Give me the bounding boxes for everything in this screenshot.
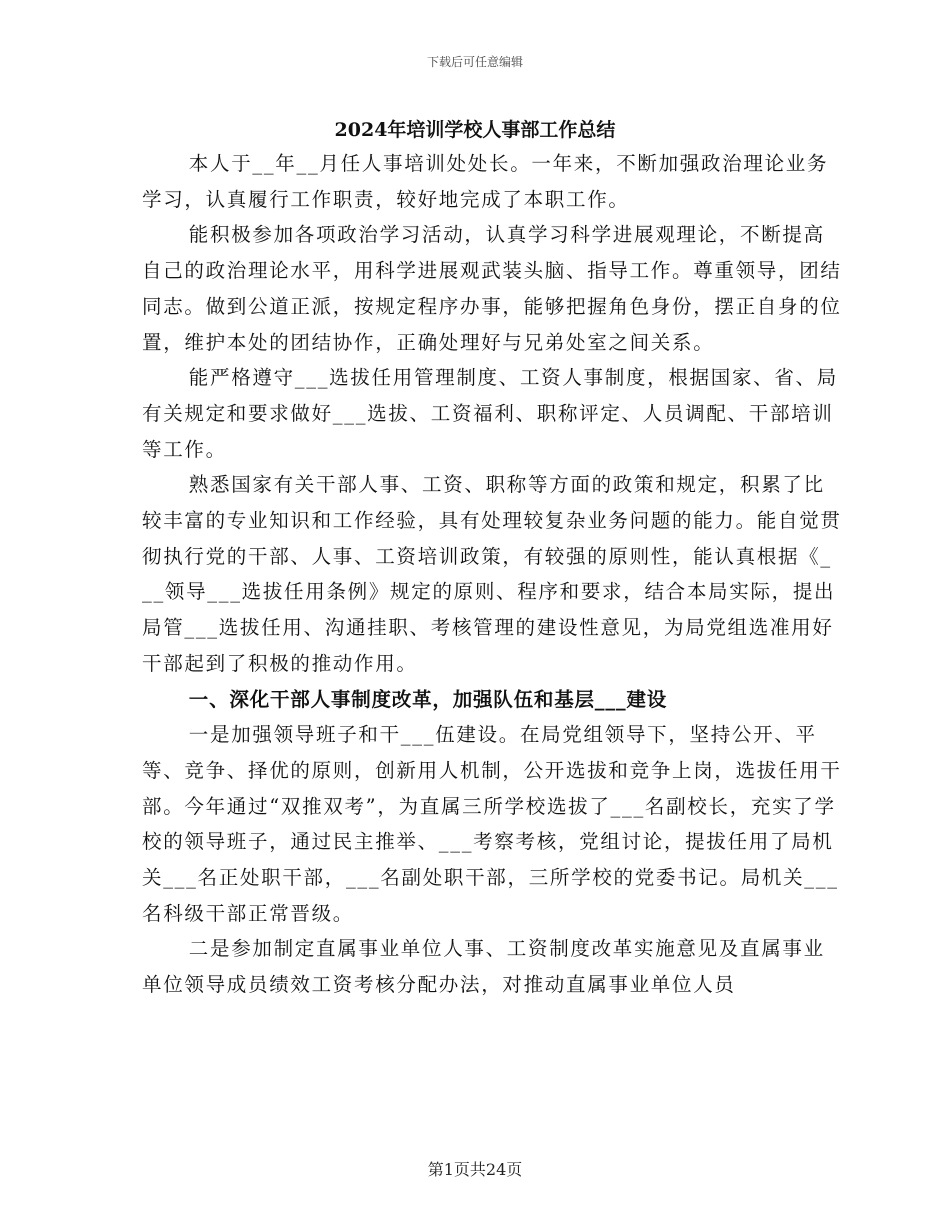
paragraph-leadership-building: 一是加强领导班子和干___伍建设。在局党组领导下，坚持公开、平等、竞争、择优的原则，创新用人机制，公开选拔和竞争上岗，选拔任用干部。今年通过“双推双考”，为直属三所学校选拔了___名副校长，充实了学校的领导班子，通过民主推举、___考察考核，党组讨论，提拔任用了局机关___名正处职干部，___名副处职干部，三所学校的党委书记。局机关___名科级干部正常晋级。 xyxy=(142,723,842,925)
document-body xyxy=(142,146,842,1003)
paragraph-regulations: 能严格遵守___选拔任用管理制度、工资人事制度，根据国家、省、局有关规定和要求做好___选拔、工资福利、职称评定、人员调配、干部培训等工作。 xyxy=(142,366,838,461)
paragraph-policy-knowledge: 熟悉国家有关干部人事、工资、职称等方面的政策和规定，积累了比较丰富的专业知识和工作经验，具有处理较复杂业务问题的能力。能自觉贯彻执行党的干部、人事、工资培训政策，有较强的原则性，能认真根据《___领导___选拔任用条例》规定的原则、程序和要求，结合本局实际，提出局管___选拔任用、沟通挂职、考核管理的建设性意见，为局党组选准用好干部起到了积极的推动作用。 xyxy=(142,473,842,675)
header-note: 下载后可任意编辑 xyxy=(426,55,523,69)
paragraph-reform-participation: 二是参加制定直属事业单位人事、工资制度改革实施意见及直属事业单位领导成员绩效工资考核分配办法，对推动直属事业单位人员 xyxy=(142,937,825,997)
document-title: 2024年培训学校人事部工作总结 xyxy=(334,119,616,141)
paragraph-political-study: 能积极参加各项政治学习活动，认真学习科学进展观理论，不断提高自己的政治理论水平，用科学进展观武装头脑、指导工作。尊重领导，团结同志。做到公道正派，按规定程序办事，能够把握角色身份，摆正自身的位置，维护本处的团结协作，正确处理好与兄弟处室之间关系。 xyxy=(142,223,842,354)
paragraph-intro: 本人于__年__月任人事培训处处长。一年来，不断加强政治理论业务学习，认真履行工作职责，较好地完成了本职工作。 xyxy=(142,152,829,211)
section-heading-1: 一、深化干部人事制度改革，加强队伍和基层___建设 xyxy=(188,687,668,711)
page-footer: 第1页共24页 xyxy=(427,1160,523,1179)
